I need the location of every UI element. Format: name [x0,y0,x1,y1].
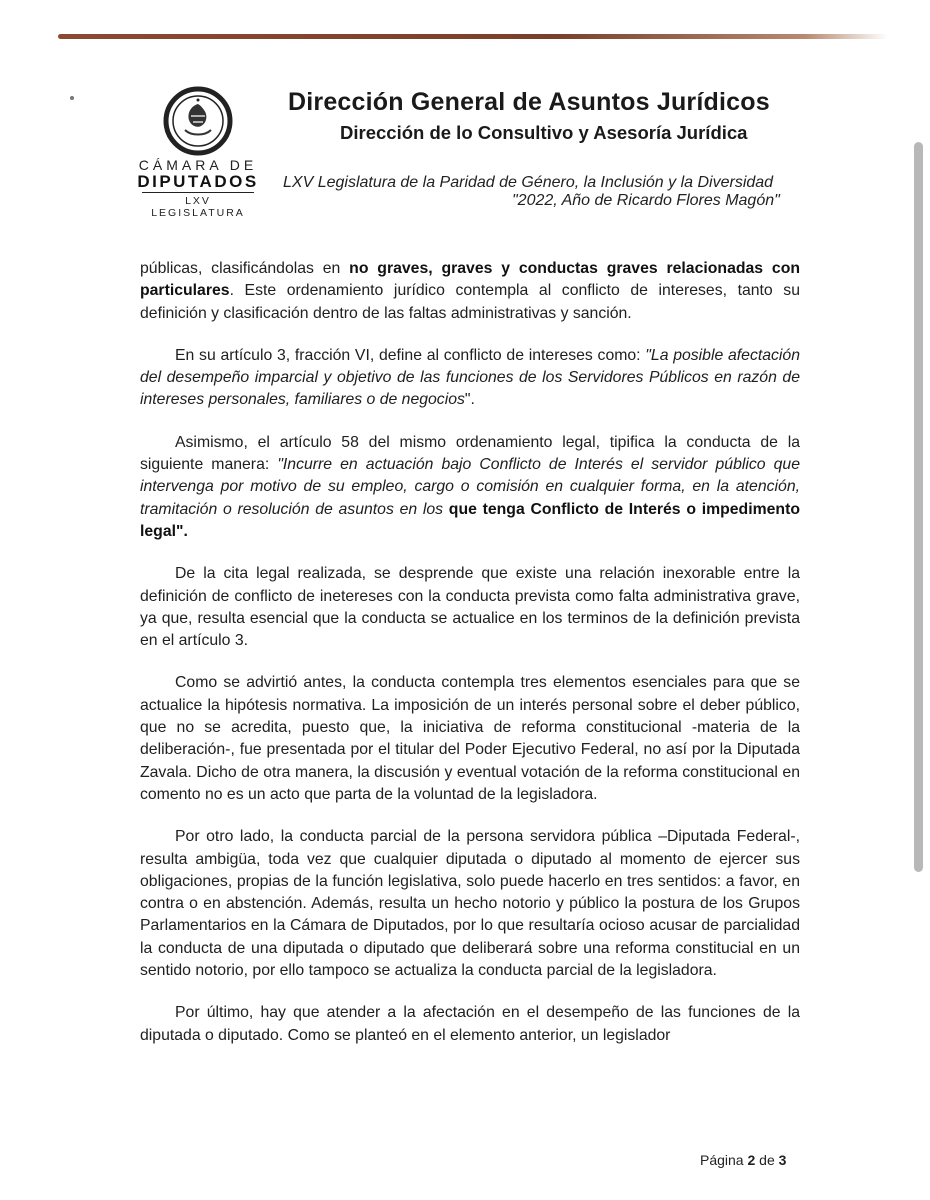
page-subtitle: Dirección de lo Consultivo y Asesoría Jurídica [340,122,748,143]
of-word: de [759,1152,775,1168]
text-run: En su artículo 3, fracción VI, define al conflicto de intereses como: [175,346,646,364]
scrollbar[interactable] [914,142,923,872]
document-body [140,258,800,1067]
italic-quote-run: "Incurre en actuación bajo Conflicto de Interés el servidor público que intervenga por motivo de su empleo, cargo o comisión en cualquier forma, en la atención, tramitación o resolución de asuntos en los [140,456,800,518]
paragraph-4: De la cita legal realizada, se desprende que existe una relación inexorable entre la definición de conflicto de inetereses con la conducta prevista como falta administrativa grave, ya que, resulta esencial que la conducta se actualice en los terminos de la definición prevista en el artículo 3. [140,565,800,650]
page-title: Dirección General de Asuntos Jurídicos [288,88,770,116]
current-page: 2 [747,1152,756,1168]
header-rule [58,34,888,39]
paragraph-1 [140,258,800,325]
page-word: Página [700,1152,744,1168]
paragraph-7: Por último, hay que atender a la afectación en el desempeño de las funciones de la diputada o diputado. Como se planteó en el elemento anterior, un legislador [140,1004,800,1044]
year-tagline: "2022, Año de Ricardo Flores Magón" [512,192,780,209]
paragraph-2 [140,345,800,412]
camara-logo [132,86,264,219]
bold-quote-run: que tenga Conflicto de Interés o impedimento legal". [140,500,800,540]
page-number [700,1152,786,1168]
paragraph-5: Como se advirtió antes, la conducta contempla tres elementos esenciales para que se actualice la hipótesis normativa. La imposición de un interés personal sobre el deber público, que no se acredita, puesto que, la iniciativa de reforma constitucional -materia de la deliberación-, fue presentada por el titular del Poder Ejecutivo Federal, no así por la Diputada Zavala. Dicho de otra manera, la discusión y eventual votación de la reforma constitucional en comento no es un acto que parta de la voluntad de la legisladora. [140,674,800,803]
paragraph-6: Por otro lado, la conducta parcial de la persona servidora pública –Diputada Federal-, resulta ambigüa, toda vez que cualquier diputada o diputado al momento de ejercer sus obligaciones, propias de la función legislativa, solo puede hacerlo en tres sentidos: a favor, en contra o en abstención. Además, resulta un hecho notorio y público la postura de los Grupos Parlamentarios en la Cámara de Diputados, por lo que resultaría ocioso acusar de parcialidad la conducta de una diputada o diputado que deliberará sobre una reforma constitucial en un sentido notorio, por ello tampoco se actualiza la conducta parcial de la legisladora. [140,828,800,980]
logo-line-diputados: DIPUTADOS [137,172,259,191]
italic-quote-run: "La posible afectación del desempeño imparcial y objetivo de las funciones de los Servidores Públicos en razón de intereses personales, familiares o de negocios [140,346,800,409]
text-run: . Este ordenamiento jurídico contempla al conflicto de intereses, tanto su definición y clasificación dentro de las faltas administrativas y sanción. [140,282,800,322]
margin-mark [70,96,74,100]
total-pages: 3 [778,1152,787,1168]
logo-line-legislatura: LXV LEGISLATURA [142,192,254,219]
legislature-tagline: LXV Legislatura de la Paridad de Género, la Inclusión y la Diversidad [283,174,774,191]
text-run: ". [464,391,475,409]
paragraph-3 [140,432,800,543]
bold-text-run: no graves, graves y conductas graves relacionadas con particulares [140,260,800,300]
text-run: Asimismo, el artículo 58 del mismo ordenamiento legal, tipifica la conducta de la siguiente manera: [140,433,800,474]
text-run: públicas, clasificándolas en [140,260,350,277]
logo-line-camara: CÁMARA DE [138,157,258,173]
national-seal-icon [163,86,233,156]
